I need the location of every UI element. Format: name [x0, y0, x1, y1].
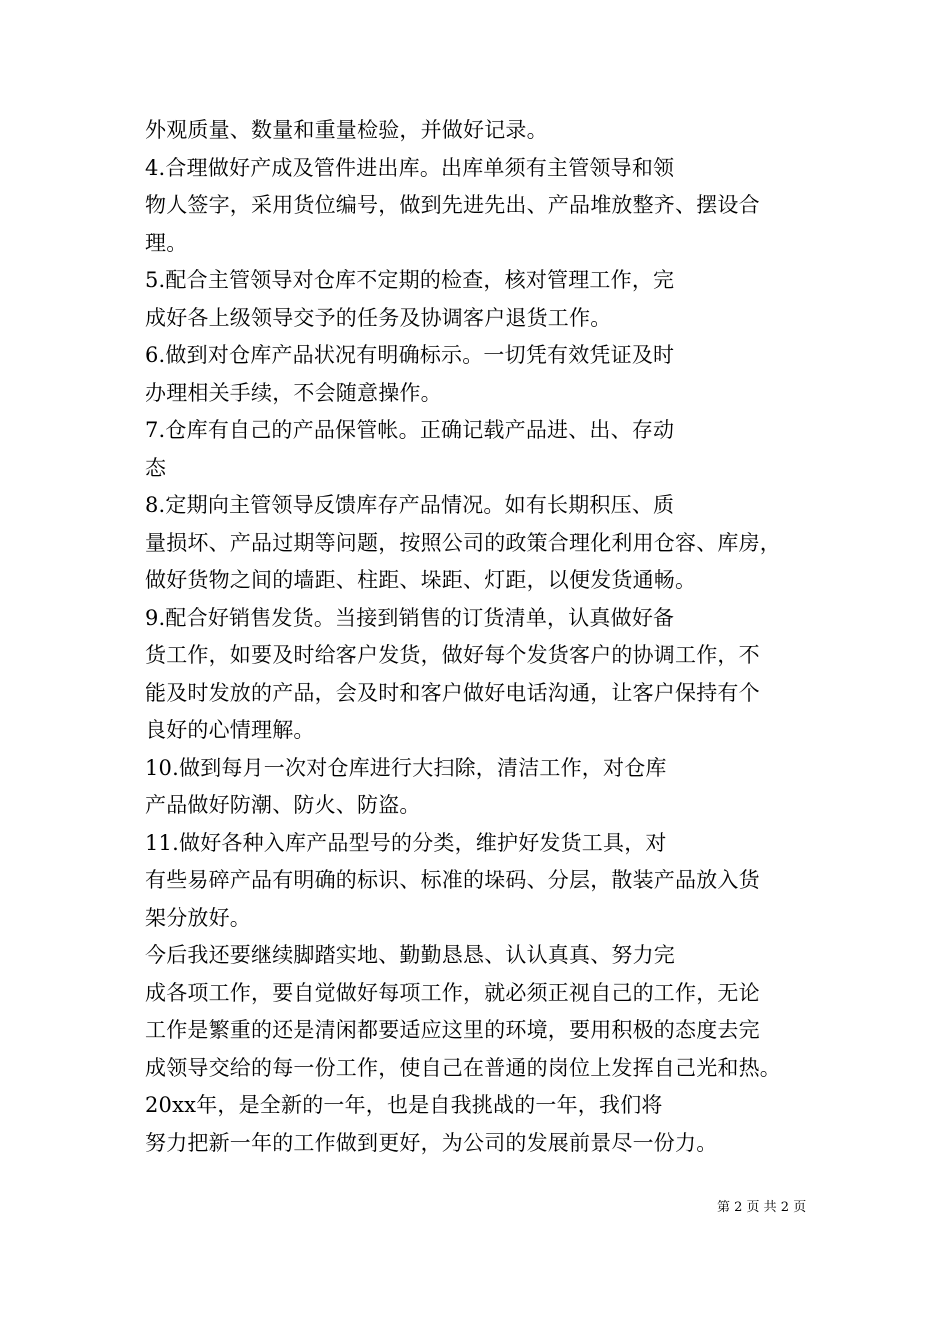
- paragraph-item-7: 7.仓库有自己的产品保管帐。正确记载产品进、出、存动 态: [145, 418, 675, 480]
- paragraph-item-8: 8.定期向主管领导反馈库存产品情况。如有长期积压、质 量损坏、产品过期等问题，按照公司的政策合理化利用仓容、库房， 做好货物之间的墙距、柱距、垛距、灯距，以便发货通畅。: [145, 493, 781, 592]
- page-number-footer: 第 2 页 共 2 页: [717, 1200, 807, 1215]
- paragraph-item-11: 11.做好各种入库产品型号的分类，维护好发货工具，对 有些易碎产品有明确的标识、标准的垛码、分层，散装产品放入货 架分放好。: [145, 830, 760, 930]
- paragraph-item-10: 10.做到每月一次对仓库进行大扫除，清洁工作，对仓库 产品做好防潮、防火、防盗。: [145, 755, 667, 817]
- paragraph-future-plan: 今后我还要继续脚踏实地、勤勤恳恳、认认真真、努力完 成各项工作，要自觉做好每项工作，就必须正视自己的工作，无论 工作是繁重的还是清闲都要适应这里的环境，要用积极的态度去完 成领导交给的每一份工作，使自己在普通的岗位上发挥自己光和热。: [145, 943, 781, 1080]
- paragraph-item-6: 6.做到对仓库产品状况有明确标示。一切凭有效凭证及时 办理相关手续，不会随意操作。: [145, 343, 675, 405]
- paragraph-item-5: 5.配合主管领导对仓库不定期的检查，核对管理工作，完 成好各上级领导交予的任务及协调客户退货工作。: [145, 268, 675, 330]
- paragraph-item-4: 4.合理做好产成及管件进出库。出库单须有主管领导和领 物人签字，采用货位编号，做到先进先出、产品堆放整齐、摆设合 理。: [145, 155, 760, 255]
- paragraph-intro-line: 外观质量、数量和重量检验，并做好记录。: [145, 118, 548, 142]
- document-body: [145, 112, 813, 1162]
- paragraph-closing: 20xx年，是全新的一年，也是自我挑战的一年，我们将 努力把新一年的工作做到更好，为公司的发展前景尽一份力。: [145, 1093, 718, 1155]
- paragraph-item-9: 9.配合好销售发货。当接到销售的订货清单，认真做好备 货工作，如要及时给客户发货，做好每个发货客户的协调工作，不 能及时发放的产品，会及时和客户做好电话沟通，让客户保持有个 良好的心情理解。: [145, 605, 760, 742]
